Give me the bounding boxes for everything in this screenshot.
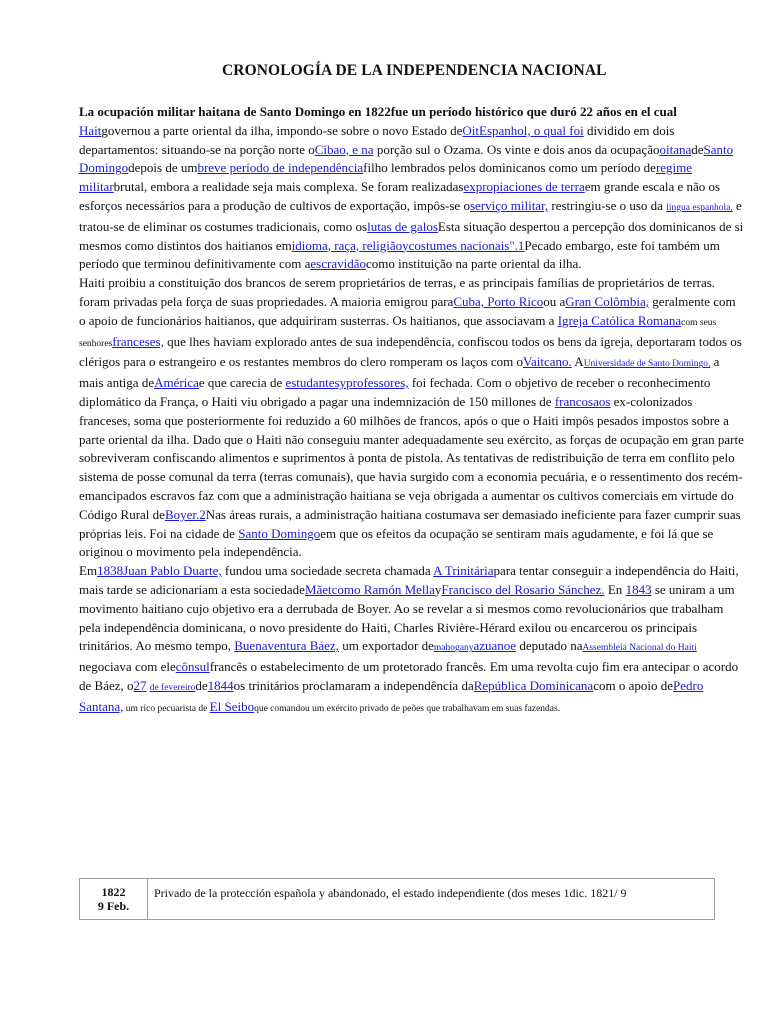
link-1844[interactable]: 1844 bbox=[207, 677, 234, 693]
text-segment: porção sul o Ozama. Os vinte e dois anos da ocupação bbox=[373, 141, 660, 157]
link-breve-periodo[interactable]: breve período de independência bbox=[197, 160, 364, 176]
link-expropiaciones[interactable]: expropiaciones de terra bbox=[463, 179, 585, 195]
text-segment: e que carecia de bbox=[198, 375, 286, 391]
lead-sentence: La ocupación militar haitana de Santo Domingo en 1822fue un período histórico que duró 22 años en el cual bbox=[79, 104, 677, 119]
text-segment: que lhes haviam explorado antes de sua independência, confiscou todos os bens da igreja, deportaram todos os clérigos para o estrangeiro e os restantes membros do clero romperam os laços com o bbox=[79, 333, 742, 370]
link-universidade[interactable]: Universidade de Santo Domingo, bbox=[583, 359, 711, 370]
link-lutas-de-galos[interactable]: lutas de galos bbox=[367, 218, 438, 234]
text-segment-small: que comandou um exército privado de peões que trabalhavam em suas fazendas. bbox=[254, 703, 561, 714]
text-segment: de bbox=[691, 141, 704, 157]
text-segment: brutal, embora a realidade seja mais complexa. Se foram realizadas bbox=[113, 179, 464, 195]
link-buenaventura-baez[interactable]: Buenaventura Báez, bbox=[234, 638, 339, 654]
text-segment: os trinitários proclamaram a independência da bbox=[233, 677, 474, 693]
link-republica-dominicana[interactable]: República Dominicana bbox=[473, 677, 594, 693]
text-segment: restringiu-se o uso da bbox=[548, 197, 667, 213]
text-segment: Esta situação despertou a percepção dos dominicanos de si mesmos como distintos dos haitianos em bbox=[79, 218, 744, 253]
text-segment-small: com seus senhores bbox=[79, 317, 717, 349]
link-de-fevereiro[interactable]: de fevereiro bbox=[149, 682, 196, 693]
text-segment: deputado na bbox=[516, 638, 583, 654]
text-segment: a mais antiga de bbox=[79, 354, 720, 391]
link-el-seibo[interactable]: El Seibo bbox=[209, 698, 255, 714]
text-segment: Em bbox=[79, 563, 98, 579]
text-segment: governou a parte oriental da ilha, impondo-se sobre o novo Estado de bbox=[101, 122, 463, 138]
link-27[interactable]: 27 bbox=[133, 677, 147, 693]
link-francisco-sanchez[interactable]: Francisco del Rosario Sánchez. bbox=[441, 581, 605, 597]
text-segment: negociava com ele bbox=[79, 659, 176, 675]
link-cuba-porto-rico[interactable]: Cuba, Porto Rico bbox=[453, 293, 544, 309]
link-1843[interactable]: 1843 bbox=[625, 581, 652, 597]
text-segment-small: um rico pecuarista de bbox=[123, 703, 210, 714]
text-segment: En bbox=[604, 581, 626, 597]
text-segment: em que os efeitos da ocupação se sentiram mais agudamente, e foi lá que se originou o movimento pela independência. bbox=[79, 525, 714, 560]
link-assembleia-nacional[interactable]: Assembleia Nacional do Haiti bbox=[582, 643, 697, 654]
chronology-table bbox=[79, 878, 715, 920]
text-segment: francês o estabelecimento de um protetorado francês. Em uma revolta cujo fim era antecipar o acordo de Báez, o bbox=[79, 659, 739, 693]
text-segment: fundou uma sociedade secreta chamada bbox=[221, 563, 434, 579]
document-title: CRONOLOGÍA DE LA INDEPENDENCIA NACIONAL bbox=[222, 62, 607, 79]
link-lingua-espanhola[interactable]: língua espanhola, bbox=[666, 202, 733, 213]
text-segment: de bbox=[195, 677, 208, 693]
link-oit-espanhol[interactable]: OitEspanhol, o qual foi bbox=[462, 122, 584, 138]
description-cell: Privado de la protección española y abandonado, el estado independiente (dos meses 1dic. 1821/ 9 bbox=[148, 879, 715, 920]
table-row bbox=[80, 879, 715, 920]
text-segment: A bbox=[571, 354, 584, 370]
link-servico-militar[interactable]: serviço militar, bbox=[469, 197, 549, 213]
link-consul[interactable]: cônsul bbox=[175, 659, 210, 675]
text-segment: e tratou-se de eliminar os costumes tradicionais, como os bbox=[79, 197, 742, 234]
link-igreja-catolica[interactable]: Igreja Católica Romana bbox=[557, 312, 682, 328]
link-estudantes-professores[interactable]: estudantesyprofessores, bbox=[285, 375, 409, 391]
text-segment: como instituição na parte oriental da ilha. bbox=[366, 256, 582, 272]
text-segment: um exportador de bbox=[338, 638, 434, 654]
text-segment: depois de um bbox=[128, 160, 198, 176]
link-haiti[interactable]: Hait bbox=[79, 122, 102, 138]
text-segment: Haiti proibiu a constituição dos brancos de serem proprietários de terras, e as principais famílias de proprietários de terras. foram privadas pela força de suas propriedades. A maioria emigrou para bbox=[79, 275, 716, 309]
link-santo-domingo[interactable]: Santo Domingo bbox=[79, 141, 734, 176]
text-segment: dividido em dois departamentos: situando-se na porção norte o bbox=[79, 122, 675, 157]
text-segment: ou a bbox=[543, 293, 566, 309]
text-segment: Nas áreas rurais, a administração haitiana costumava ser demasiado ineficiente para fazer cumprir suas próprias leis. Foi na cidade de bbox=[79, 506, 741, 541]
link-trinitaria[interactable]: A Trinitária bbox=[433, 563, 494, 579]
link-santo-domingo-2[interactable]: Santo Domingo bbox=[238, 525, 321, 541]
text-segment: geralmente com o apoio de funcionários haitianos, que adquiriram susterras. Os haitianos, que associavam a bbox=[79, 293, 736, 328]
paragraph-trinitaria bbox=[79, 562, 744, 718]
text-segment: em grande escala e não os esforços necessários para a produção de cultivos de exportação, impôs-se o bbox=[79, 179, 721, 213]
text-segment: foi fechada. Com o objetivo de receber o reconhecimento diplomático da França, o Haiti viu obrigado a pagar una indemnización de 150 millones de bbox=[79, 375, 711, 409]
link-cibao[interactable]: Cibao, e na bbox=[314, 141, 374, 157]
link-1838-duarte[interactable]: 1838Juan Pablo Duarte, bbox=[97, 563, 222, 579]
date-cell bbox=[80, 879, 148, 920]
document-body bbox=[79, 103, 744, 719]
paragraph-haiti-policies bbox=[79, 274, 744, 562]
link-ramon-mella[interactable]: Mãetcomo Ramón Mella bbox=[304, 581, 435, 597]
link-idioma-raca[interactable]: idioma, raça, religiãoycostumes nacionais".1 bbox=[291, 237, 525, 253]
text-segment: y bbox=[434, 581, 442, 597]
paragraph-occupation bbox=[79, 103, 744, 274]
link-pedro-santana[interactable]: Pedro Santana, bbox=[79, 677, 704, 714]
link-america[interactable]: América bbox=[154, 375, 199, 391]
link-vaticano[interactable]: Vaitcano. bbox=[523, 354, 572, 370]
text-segment: com o apoio de bbox=[593, 677, 674, 693]
link-regime-militar[interactable]: regime militar bbox=[79, 160, 693, 195]
link-oitana[interactable]: oitana bbox=[659, 141, 692, 157]
text-segment: Pecado embargo, este foi também um período que terminou definitivamente com a bbox=[79, 237, 720, 272]
text-segment: filho lembrados pelos dominicanos como um período de bbox=[363, 160, 656, 176]
link-azuanoe[interactable]: azuanoe bbox=[473, 638, 517, 654]
text-segment: ex-colonizados franceses, soma que posteriormente foi reduzido a 60 milhões de francos, após o que o Haiti impôs pesados impostos sobre a parte oriental da ilha. Dado que o Haiti não conseguiu manter adequadamente seu exército, as forças de ocupação em gran parte sobreviveram confiscando alimentos e suprimentos à ponta de pistola. As tentativas de redistribuição de terra em conflito pelo sistema de posse comunal da terra (terras comunais), que havia surgido com a economia pecuária, e o ressentimento dos recém-emancipados escravos faz com que a administração haitiana se veja obrigada a aumentar os cultivos comerciais em virtude do Código Rural de bbox=[79, 393, 744, 522]
link-mahogany[interactable]: mahogany bbox=[433, 643, 474, 654]
link-francos[interactable]: francosaos bbox=[554, 393, 611, 409]
link-gran-colombia[interactable]: Gran Colômbia, bbox=[565, 293, 650, 309]
link-escravidao[interactable]: escravidão bbox=[310, 256, 366, 272]
date-year: 1822 bbox=[101, 885, 126, 899]
date-day: 9 Feb. bbox=[97, 899, 130, 913]
text-segment: para tentar conseguir a independência do Haiti, mais tarde se adicionariam a esta sociedade bbox=[79, 563, 739, 597]
link-franceses[interactable]: franceses, bbox=[112, 333, 164, 349]
text-segment: se uniram a um movimento haitiano cujo objetivo era a derrubada de Boyer. Ao se revelar a si mesmos como revolucionários que trabalham pela independência dominicana, o novo presidente do Haiti, Charles Rivière-Hérard exilou ou encarcerou os principais trinitários. Ao mesmo tempo, bbox=[79, 581, 735, 654]
link-boyer[interactable]: Boyer.2 bbox=[164, 506, 206, 522]
